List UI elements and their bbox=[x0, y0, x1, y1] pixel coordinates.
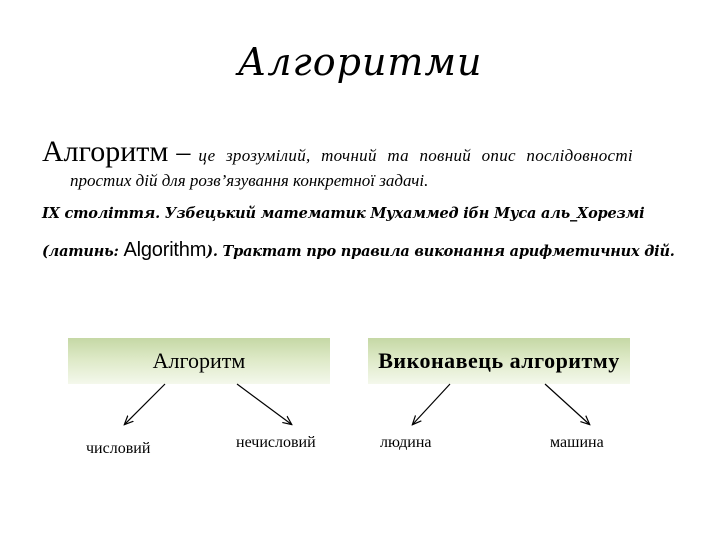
latin-word: Algorithm bbox=[123, 239, 207, 261]
history-line2-prefix: (латинь: bbox=[42, 243, 124, 260]
definition-text-line2: простих дій для розв’язування конкретної задачі. bbox=[70, 171, 429, 190]
history-line1: IX століття. Узбецький математик Мухаммед ібн Муса аль_Хорезмі bbox=[42, 205, 645, 222]
leaf-machine: машина bbox=[550, 434, 604, 451]
leaf-nonnumeric: нечисловий bbox=[236, 434, 316, 451]
definition-text-line1: це зрозумілий, точний та повний опис послідовності bbox=[198, 146, 633, 165]
history-line2-suffix: ). Трактат про правила виконання арифметичних дій. bbox=[206, 243, 675, 260]
definition-term: Алгоритм bbox=[42, 135, 169, 168]
page-title: Алгоритми bbox=[237, 40, 483, 84]
arrow-to-machine bbox=[545, 384, 589, 424]
algorithm-box-label: Алгоритм bbox=[152, 348, 246, 373]
definition-dash: – bbox=[176, 137, 191, 168]
leaf-human: людина bbox=[380, 434, 432, 451]
arrow-to-human bbox=[413, 384, 450, 424]
executor-box-label: Виконавець алгоритму bbox=[378, 348, 620, 373]
leaf-numeric: числовий bbox=[86, 440, 151, 457]
arrow-to-nonnumeric bbox=[237, 384, 291, 424]
arrow-to-numeric bbox=[125, 384, 165, 424]
